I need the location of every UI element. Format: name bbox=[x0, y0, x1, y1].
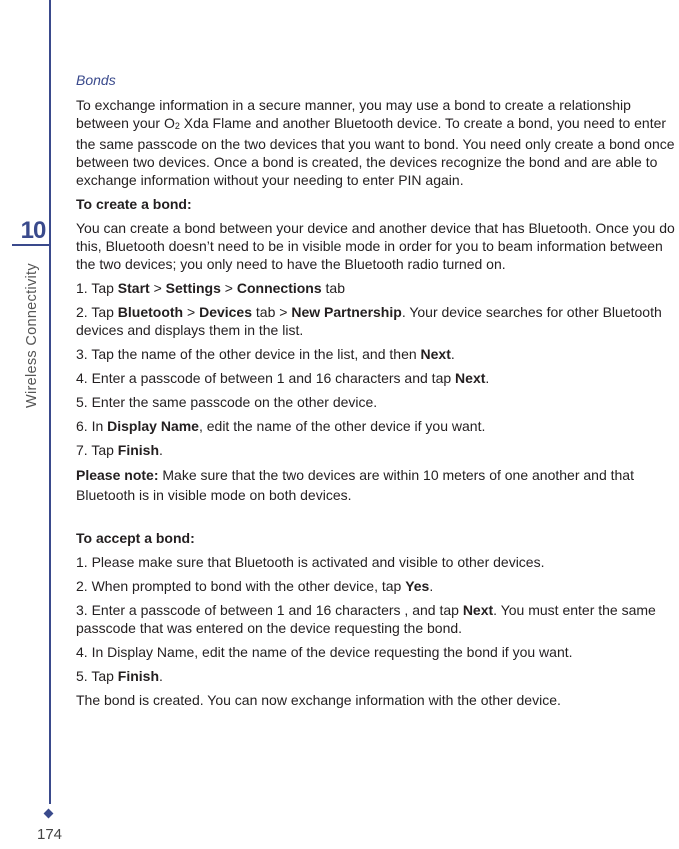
create-step-2: 2. Tap Bluetooth > Devices tab > New Partnership. Your device searches for other Bluetooth devices and displays them in the list. bbox=[76, 304, 662, 338]
intro-paragraph: To exchange information in a secure manner, you may use a bond to create a relationship between your $O_2$ Xda Flame and another Bluetooth device. To create a bond, you need to enter the same passcode on the two devices that you want to bond. You need only create a bond once between two devices. Once a bond is created, the devices recognize the bond and are able to exchange information without your needing to enter PIN again. bbox=[76, 97, 675, 188]
create-bond-heading: To create a bond: bbox=[76, 196, 192, 212]
accept-step-4: 4. In Display Name, edit the name of the device requesting the bond if you want. bbox=[76, 644, 573, 660]
create-bond-intro: You can create a bond between your device and another device that has Bluetooth. Once you do this, Bluetooth doesn’t need to be in visible mode in order for you to beam information between the two devices; you only need to have the Bluetooth radio turned on. bbox=[76, 220, 675, 272]
create-step-4: 4. Enter a passcode of between 1 and 16 characters and tap Next. bbox=[76, 370, 490, 386]
accept-bond-heading: To accept a bond: bbox=[76, 530, 195, 546]
chapter-number-underline bbox=[12, 244, 50, 246]
section-title: Bonds bbox=[76, 72, 116, 88]
create-step-3: 3. Tap the name of the other device in the list, and then Next. bbox=[76, 346, 455, 362]
page-content bbox=[76, 71, 679, 715]
chapter-title: Wireless Connectivity bbox=[24, 263, 40, 408]
create-step-6: 6. In Display Name, edit the name of the other device if you want. bbox=[76, 418, 486, 434]
accept-step-5: 5. Tap Finish. bbox=[76, 668, 163, 684]
diamond-bullet-icon bbox=[44, 809, 54, 819]
accept-step-1: 1. Please make sure that Bluetooth is activated and visible to other devices. bbox=[76, 554, 545, 570]
create-step-5: 5. Enter the same passcode on the other device. bbox=[76, 394, 378, 410]
create-step-1: 1. Tap Start > Settings > Connections tab bbox=[76, 280, 345, 296]
sidebar-divider-line bbox=[49, 0, 51, 804]
closing-paragraph: The bond is created. You can now exchange information with the other device. bbox=[76, 692, 561, 708]
page-number: 174 bbox=[37, 826, 63, 843]
spacer bbox=[76, 511, 679, 529]
accept-step-3: 3. Enter a passcode of between 1 and 16 characters , and tap Next. You must enter the same passcode that was entered on the device requesting the bond. bbox=[76, 602, 656, 636]
note-paragraph: Please note: Make sure that the two devices are within 10 meters of one another and that Bluetooth is in visible mode on both devices. bbox=[76, 467, 634, 503]
accept-step-2: 2. When prompted to bond with the other device, tap Yes. bbox=[76, 578, 434, 594]
create-step-7: 7. Tap Finish. bbox=[76, 442, 163, 458]
chapter-number: 10 bbox=[20, 217, 46, 244]
